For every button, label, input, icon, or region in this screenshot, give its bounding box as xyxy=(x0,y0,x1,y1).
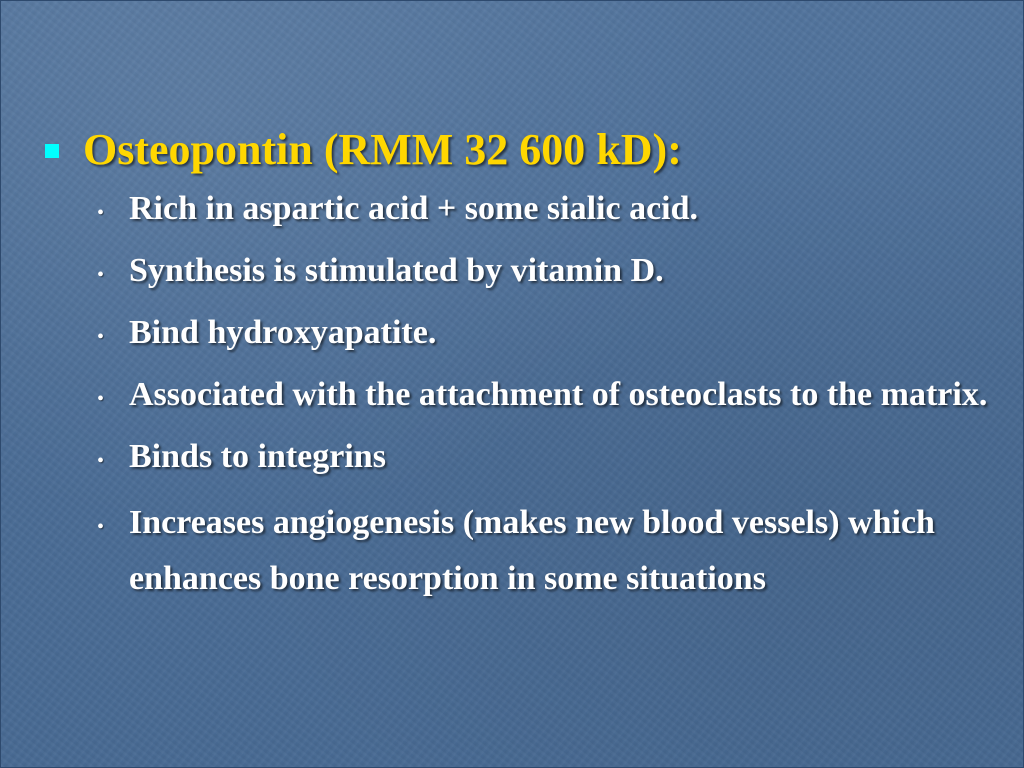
list-item-text: Rich in aspartic acid + some sialic acid. xyxy=(129,190,699,227)
list-item-text: Synthesis is stimulated by vitamin D. xyxy=(129,252,664,289)
dot-bullet-icon: • xyxy=(97,202,105,224)
list-item xyxy=(97,371,1005,423)
dot-bullet-icon: • xyxy=(97,388,105,410)
dot-bullet-icon: • xyxy=(97,264,105,286)
list-item-text: Increases angiogenesis (makes new blood vessels) which enhances bone resorption in some situations xyxy=(129,504,935,597)
list-item xyxy=(97,185,1005,237)
dot-bullet-icon: • xyxy=(97,450,105,472)
list-item xyxy=(97,247,1005,299)
dot-bullet-icon: • xyxy=(97,326,105,348)
list-item xyxy=(97,309,1005,361)
dot-bullet-icon: • xyxy=(97,516,105,538)
bullet-list xyxy=(45,185,1005,607)
list-item-text: Bind hydroxyapatite. xyxy=(129,314,437,351)
list-item xyxy=(97,495,1005,607)
square-bullet-icon xyxy=(45,144,59,158)
list-item-text: Binds to integrins xyxy=(129,438,386,475)
slide-content xyxy=(45,123,1005,617)
list-item xyxy=(97,433,1005,485)
list-item-text: Associated with the attachment of osteoclasts to the matrix. xyxy=(129,376,988,413)
slide-heading: Osteopontin (RMM 32 600 kD): xyxy=(83,125,682,174)
heading-bullet-item xyxy=(45,123,1005,177)
